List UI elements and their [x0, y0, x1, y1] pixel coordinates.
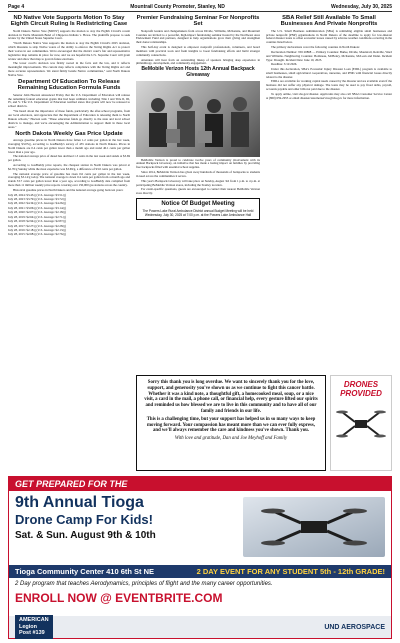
article-paragraph: Attendees will hear from an outstanding lineup of speakers bringing deep experience in philanthropy, development, and community engagement. — [136, 57, 260, 66]
gas-history-row: July 28, 2021: $3.06/g (U.S. Average: $3.14/g) — [8, 205, 66, 210]
ad-title-line2: Drone Camp For Kids! — [15, 512, 153, 527]
drones-provided-title: DRONES PROVIDED — [340, 380, 382, 398]
american-legion-logo — [15, 615, 53, 639]
article-paragraph: The U.S. Small Business Administration (SBA) is reminding eligible small businesses and private nonprofit (PNP) organizations in North Dakota of the deadline to apply for low-interest federal disaster loans to offset economic losses caused by adverse weather conditions occurring in the counties listed below. — [266, 28, 392, 45]
gas-history-row: July 28, 2017: $2.27/g (U.S. Average: $2.28/g) — [8, 223, 66, 228]
article-paragraph: The primary declarations cover the following counties in North Dakota: — [271, 45, 360, 50]
article-paragraph: To apply online, visit sba.gov/disaster. Applicants may also call SBA's Customer Service Center at (800) 659-2955 or email disastercustomerservice@sba.gov for more information. — [266, 91, 392, 100]
ad-sponsors — [9, 616, 391, 638]
headline-fundraising-seminar: Premier Fundraising Seminar For Nonprofits Set — [136, 15, 260, 28]
article-paragraph: North Dakota Native Vote (NDNV) supports the motion to stay the Eighth Circuit's recent decision in Turtle Mountain Band of Chippewa Indians v. Howe. The plaintiffs propose to seek review by the United States Supreme Court. — [8, 28, 130, 41]
article-paragraph: The national average price of diesel has declined 1.3 cents in the last week and stands at $3.69 per gallon. — [8, 154, 130, 163]
legion-line2: Legion — [19, 623, 38, 630]
ad-banner: GET PREPARED FOR THE — [9, 477, 391, 491]
article-paragraph: This half-day event is designed to empower nonprofit professionals, volunteers, and board members with practical tools and fresh insights to boost fundraising efforts and build stronger community connections. — [136, 45, 260, 57]
article-paragraph: Declaration Number: ND 20868 — Primary Counties: Burke, Divide, Mountrail, Renville, Ward and Williams. Neighboring Counties: Bottineau, McHenry, McKenzie, McLean and Dunn. Incident Type: Drought. Incident Date: June 10, 2025. — [266, 49, 392, 62]
gas-history-row: July 28, 2023: $3.79/g (U.S. Average: $3.72/g) — [8, 197, 66, 202]
issue-date: Wednesday, July 30, 2025 — [331, 3, 392, 10]
ad-free-event: 2 DAY EVENT FOR ANY STUDENT 5th - 12th GRADE! — [196, 567, 385, 576]
column-right — [266, 14, 392, 102]
ad-info: 2 Day program that teaches Aerodynamics, principles of flight and the many career opportunities. — [15, 581, 273, 587]
article-paragraph: Senator John Hoeven announced Friday that the U.S. Department of Education will release the remaining federal education grants that had been withheld, including Title I and Title II, III, IV, and V. The U.S. Department of Education notified states that grants will now be released to school districts. — [8, 92, 130, 109]
budget-meeting-notice — [136, 198, 260, 220]
ad-enroll-link[interactable]: ENROLL NOW @ EVENTBRITE.COM — [15, 591, 223, 605]
article-paragraph: "We heard about the importance of these funds, particularly the after-school programs, from our local educators, and appreciate that the Department of Education is releasing them to North Dakota schools," Hoeven said. "These education funds go directly to the state and local school districts to manage, and we're encouraging the Administration to support them in these local areas." — [8, 109, 130, 129]
gas-history-row: July 28, 2022: $4.34/g (U.S. Average: $4.26/g) — [8, 201, 66, 206]
thank-you-notice — [136, 375, 326, 471]
legion-post: Post #139 — [19, 630, 45, 637]
headline-backpack-giveaway: BeMobile Verizon Hosts 12th Annual Backpack Giveaway — [141, 66, 255, 78]
article-paragraph: The lower court's decision was firmly rooted in the facts and the law, and it reflects meaningful improvements. The current map reflects compliance with the Voting Rights Act and more accurate representation. We stand firmly beside Native communities," said North Dakota Native Vote. — [8, 61, 130, 78]
ad-drone-photo — [243, 497, 385, 557]
article-paragraph: According to GasBuddy price reports, the cheapest station in North Dakota was priced at $2.76/g Sunday while the most expensive was $3.69/g, a difference of 93.0 cents per gallon. — [8, 162, 130, 171]
article-paragraph: Under this declaration, SBA's Economic Injury Disaster Loan (EIDL) program is available to small businesses, small agricultural cooperatives, nurseries, and PNPs with financial losses directly related to the disaster. — [266, 66, 392, 79]
headline-sba-relief: SBA Relief Still Available To Small Businesses And Private Nonprofits — [280, 15, 378, 28]
article-paragraph: Since 2014, BeMobile Verizon has given away hundreds of thousands of backpacks to students in need across the communities it serves. — [136, 170, 260, 178]
page-number: Page 4 — [8, 3, 25, 10]
article-paragraph: "North Dakota Native Vote supports the motion to stay the Eighth Circuit's 2025 decision, which threatens to strip Native voters of the ability to enforce the Voting Rights Act to protect their voices in our communities. We're encouraged that the district court's fair and representative legislative map remains in place for now, and we are hopeful the U.S. Supreme Court will grant review and allow that map to govern future elections. — [8, 41, 130, 61]
article-paragraph: Average gasoline prices in North Dakota have fallen 1.2 cents per gallon in the last week, averaging $3.05/g, according to GasBuddy's survey of 455 stations in North Dakota. Prices in North Dakota are 0.4 cents per gallon lower than a month ago and stand 40.1 cents per gallon lower than a year ago. — [8, 137, 130, 154]
drones-provided-box — [330, 375, 392, 471]
drone-camp-ad — [8, 476, 392, 639]
headline-native-vote: ND Native Vote Supports Motion To Stay Eighth Circuit Ruling Is Redistricting Case — [10, 15, 128, 28]
column-left — [8, 14, 130, 238]
und-aerospace-logo: UND AEROSPACE — [324, 623, 385, 631]
article-paragraph: The national average price of gasoline has risen 0.6 cents per gallon in the last week, averaging $3.14/g today. The national average is down 0.4 cents per gallon from a month ago and stands 33.7 cents per gallon lower than a year ago, according to GasBuddy data compiled from more than 11 million weekly price reports covering over 150,000 gas stations across the country. — [8, 171, 130, 188]
gas-history-row: July 28, 2024: $3.45/g (U.S. Average: $3.51/g) — [8, 192, 66, 197]
column-middle — [136, 14, 260, 220]
drone-photo-icon — [243, 497, 385, 557]
notice-title: Notice Of Budget Meeting — [161, 201, 235, 208]
thank-you-text-2: This is a challenging time, but your support has helped us in so many ways to keep moving forward. Your compassion has meant more than we can ever fully express, and we'll always remember the care and kindness you've shown. Thank you. — [146, 416, 316, 434]
photo-people-icon — [136, 81, 260, 157]
ad-location: Tioga Community Center 410 6th St NE — [15, 567, 155, 576]
article-paragraph: Historical gasoline prices in North Dakota and the national average going back ten years: — [13, 187, 124, 192]
article-paragraph: Deadline: 3/12/2026. — [271, 62, 298, 67]
drone-icon — [336, 404, 386, 444]
article-paragraph: This year's Backpack Giveaway will take place on Sunday, August 3rd from 1 p.m. to 4 p.m. at participating BeMobile Verizon stores, including the Stanley location. — [136, 178, 260, 187]
article-paragraph: BeMobile Verizon is proud to celebrate twelve years of community involvement with its Annual Backpack Giveaway, an initiative that has made a lasting impact on families by providing free backpacks filled with essential school supplies. — [136, 157, 260, 170]
ad-title-line1: 9th Annual Tioga — [15, 494, 144, 511]
legion-line1: AMERICAN — [19, 617, 49, 624]
notice-body: The Powers Lake Rural Ambulance District annual Budget Meeting will be held Wednesday, July 30, 2025 at 7:00 p.m. at the Powers Lake Ambulance Hall — [142, 208, 254, 217]
gas-history-row: July 28, 2016: $2.18/g (U.S. Average: $2.13/g) — [8, 227, 66, 232]
article-paragraph: Nonprofit leaders and changemakers from across Divide, Williams, McKenzie, and Mountrail Counties are invited to a powerful, high-impact fundraising seminar hosted by the Northwest Area Endowment Fund and partners, designed to help organizations grow their giving and strengthen their donor relationships. — [136, 28, 260, 45]
thank-you-text: Sorry this thank you is long overdue. We want to sincerely thank you for the love, support, and generosity you've shown us as we continue to fight this cancer battle. Whether it was a kind note, a thoughtful gift, a homecooked meal, soup, or a nice visit, a card in the mail, a phone call, or financial help, every gesture lifted our spirits and reminded us how blessed we are to live in this community and to have all of our family and friends in our life. — [144, 380, 318, 414]
gas-history-row: July 28, 2019: $2.64/g (U.S. Average: $2.71/g) — [8, 214, 66, 219]
headline-education-funds: Department Of Education To Release Remaining Education Formula Funds — [17, 79, 121, 92]
article-paragraph: For event-specific questions, guests are encouraged to contact their nearest BeMobile Verizon store directly. — [136, 187, 260, 196]
headline-gas-price: North Dakota Weekly Gas Price Update — [15, 130, 123, 137]
ad-location-band — [9, 565, 391, 578]
thank-you-signature: With love and gratitude, Dan and Joe Meyhoff and Family — [174, 436, 288, 442]
ad-date: Sat. & Sun. August 9th & 10th — [15, 530, 156, 541]
page-header — [8, 2, 392, 12]
ad-title — [15, 494, 233, 528]
newspaper-name: Mountrail County Promoter, Stanley, ND — [130, 3, 225, 10]
gas-history-row: July 28, 2020: $2.07/g (U.S. Average: $2.18/g) — [8, 210, 66, 215]
gas-history-row: July 28, 2015: $2.68/g (U.S. Average: $2.76/g) — [8, 232, 66, 237]
gas-history-row: July 28, 2018: $2.94/g (U.S. Average: $2.87/g) — [8, 219, 66, 224]
backpack-photo — [136, 81, 260, 157]
article-paragraph: EIDLs are available for working capital needs caused by the disaster and are available even if the business did not suffer any physical damage. The loans may be used to pay fixed debts, payroll, accounts payable and other bills not paid due to the disaster. — [266, 79, 392, 92]
